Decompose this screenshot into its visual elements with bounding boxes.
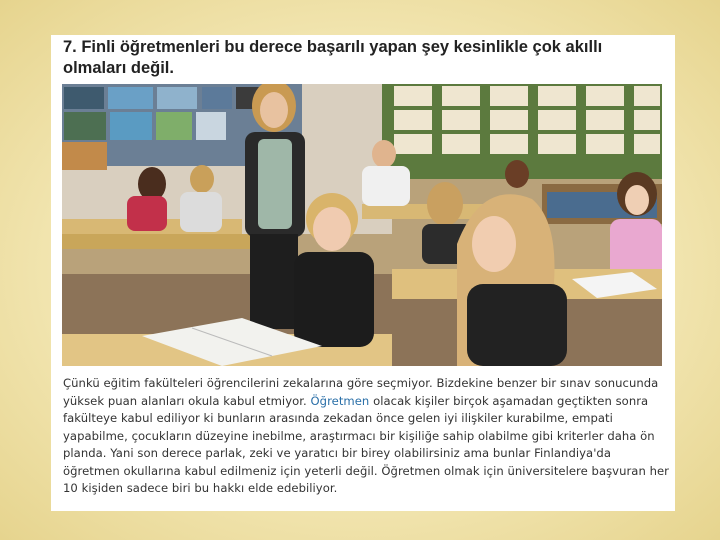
body-text-part-1: Çünkü eğitim fakülteleri öğrencilerini zekalarına göre seçmiyor. Bizdekine benzer bir sınav sonucunda yüksek puan alanları okula kabul etmiyor. <box>63 376 659 408</box>
classroom-illustration <box>62 84 662 366</box>
body-text-part-2: olacak kişiler birçok aşamadan geçtikten sonra fakülteye kabul ediliyor ki bunların arasında zekadan önce gelen iyi ilişkiler kurabilme, empati yapabilme, çocukların düzeyine inebilme, araştırmacı bir kişiliğe sahip olabilme gibi kriterler daha ön planda. Yani son derece parlak, zeki ve yaratıcı bir birey olabilirsiniz ama bunlar Finlandiya'da öğretmen okullarına kabul edilmeniz için yeterli değil. Öğretmen olmak için üniversitelere başvuran her 10 kişiden sadece biri bu hakkı elde edebiliyor. <box>63 393 669 495</box>
teacher-link[interactable]: Öğretmen <box>310 393 370 408</box>
article-heading: 7. Finli öğretmenleri bu derece başarılı yapan şey kesinlikle çok akıllı olmaları değil. <box>63 38 603 77</box>
slide-card <box>51 35 675 511</box>
classroom-photo <box>62 84 662 366</box>
article-body <box>63 375 669 498</box>
